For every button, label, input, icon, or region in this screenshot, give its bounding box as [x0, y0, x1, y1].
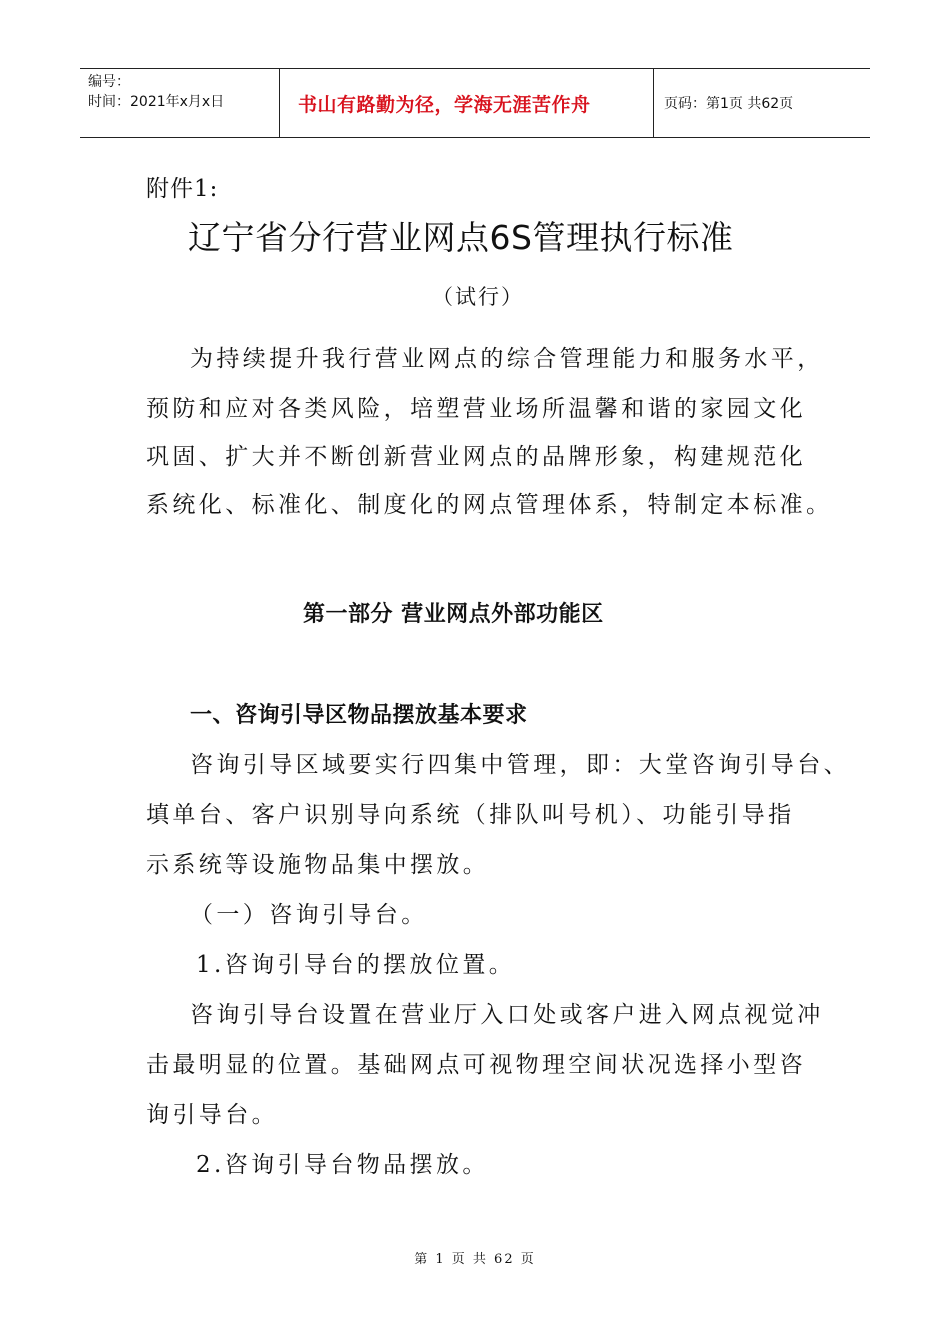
item1-line: 询引导台。	[146, 1102, 278, 1128]
document-header	[80, 68, 870, 138]
page-footer: 第 1 页 共 62 页	[414, 1252, 536, 1267]
header-page-info: 页码：第1页 共62页	[664, 96, 794, 112]
item-2-heading: 2.咨询引导台物品摆放。	[196, 1152, 489, 1178]
header-motto: 书山有路勤为径，学海无涯苦作舟	[280, 69, 654, 137]
attachment-label: 附件1:	[146, 176, 219, 202]
item1-line: 击最明显的位置。基础网点可视物理空间状况选择小型咨	[146, 1052, 806, 1078]
section1-line: 示系统等设施物品集中摆放。	[146, 852, 490, 878]
intro-line: 巩固、扩大并不断创新营业网点的品牌形象，构建规范化	[146, 444, 806, 470]
part-title: 第一部分 营业网点外部功能区	[303, 602, 604, 627]
header-meta	[80, 69, 280, 137]
intro-line: 系统化、标准化、制度化的网点管理体系，特制定本标准。	[146, 492, 833, 518]
document-title: 辽宁省分行营业网点6S管理执行标准	[188, 218, 734, 257]
item-1-heading: 1.咨询引导台的摆放位置。	[196, 952, 516, 978]
section1-title: 一、咨询引导区物品摆放基本要求	[190, 703, 528, 728]
document-subtitle: （试行）	[432, 285, 524, 309]
header-time-label: 时间：2021年x月x日	[88, 94, 225, 110]
section1-line: 咨询引导区域要实行四集中管理，即：大堂咨询引导台、	[190, 752, 850, 778]
item1-line: 咨询引导台设置在营业厅入口处或客户进入网点视觉冲	[190, 1002, 824, 1028]
header-code-label: 编号：	[88, 74, 130, 90]
intro-line: 为持续提升我行营业网点的综合管理能力和服务水平，	[190, 346, 824, 372]
intro-line: 预防和应对各类风险，培塑营业场所温馨和谐的家园文化	[146, 396, 806, 422]
sub-heading-1: （一）咨询引导台。	[190, 902, 428, 928]
section1-line: 填单台、客户识别导向系统（排队叫号机）、功能引导指	[146, 802, 795, 828]
